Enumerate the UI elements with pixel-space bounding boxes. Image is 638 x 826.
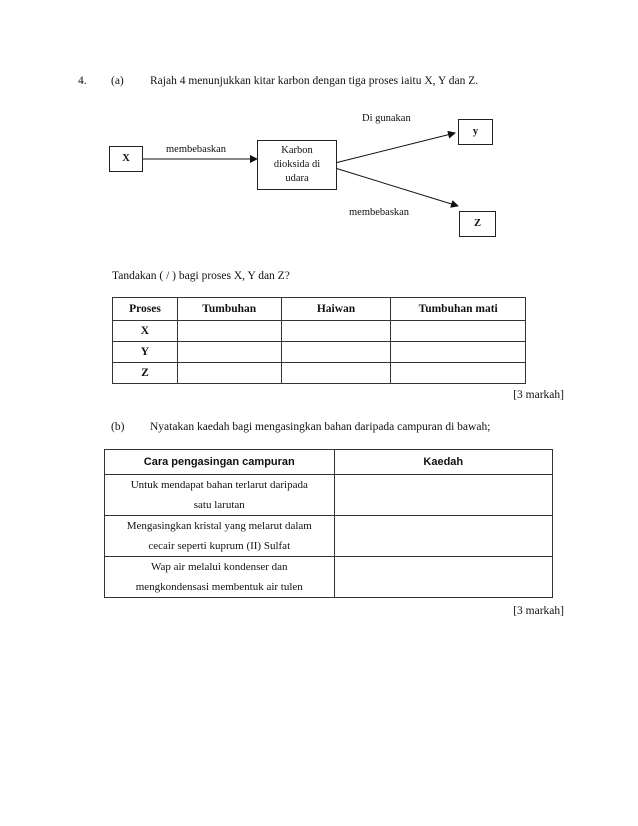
part-a-instruction: Tandakan ( / ) bagi proses X, Y dan Z? [112,270,290,282]
process-table-header [113,298,526,321]
answer-cell[interactable] [281,342,391,363]
header-haiwan: Haiwan [281,298,391,321]
table-row [113,363,526,384]
answer-cell[interactable] [334,516,552,557]
row-label-y: Y [113,342,178,363]
part-a-marks: [3 markah] [513,389,564,401]
mixture-description: Untuk mendapat bahan terlarut daripada satu larutan [105,475,335,516]
header-tumbuhan-mati: Tumbuhan mati [391,298,526,321]
diagram-arrows [0,0,638,260]
process-table [112,297,526,384]
header-kaedah: Kaedah [334,450,552,475]
answer-cell[interactable] [281,363,391,384]
mixture-description: Wap air melalui kondenser dan mengkondensasi membentuk air tulen [105,557,335,598]
table-row [105,516,553,557]
answer-cell[interactable] [177,321,281,342]
question-number: 4. [78,75,87,87]
box-y: y [458,119,493,145]
separation-table [104,449,553,598]
header-tumbuhan: Tumbuhan [177,298,281,321]
answer-cell[interactable] [391,363,526,384]
part-b-marks: [3 markah] [513,605,564,617]
table-row [113,321,526,342]
part-a-label: (a) [111,75,124,87]
part-b-instruction: Nyatakan kaedah bagi mengasingkan bahan daripada campuran di bawah; [150,421,491,433]
label-di-gunakan: Di gunakan [362,113,411,124]
answer-cell[interactable] [177,342,281,363]
header-cara-pengasingan: Cara pengasingan campuran [105,450,335,475]
label-membebaskan-right: membebaskan [349,207,410,218]
table-row [105,557,553,598]
row-label-x: X [113,321,178,342]
table-row [113,342,526,363]
box-z: Z [459,211,496,237]
answer-cell[interactable] [281,321,391,342]
mixture-description: Mengasingkan kristal yang melarut dalam cecair seperti kuprum (II) Sulfat [105,516,335,557]
table-row [105,475,553,516]
part-b-label: (b) [111,421,125,433]
separation-table-header [105,450,553,475]
row-label-z: Z [113,363,178,384]
label-membebaskan-left: membebaskan [166,144,227,155]
box-carbon-dioxide: Karbon dioksida di udara [257,140,337,190]
arrow-carbon-to-z [335,168,458,206]
arrow-carbon-to-y [335,133,455,163]
header-proses: Proses [113,298,178,321]
answer-cell[interactable] [334,557,552,598]
box-x: X [109,146,143,172]
answer-cell[interactable] [177,363,281,384]
answer-cell[interactable] [334,475,552,516]
answer-cell[interactable] [391,321,526,342]
answer-cell[interactable] [391,342,526,363]
part-a-intro: Rajah 4 menunjukkan kitar karbon dengan tiga proses iaitu X, Y dan Z. [150,75,479,87]
